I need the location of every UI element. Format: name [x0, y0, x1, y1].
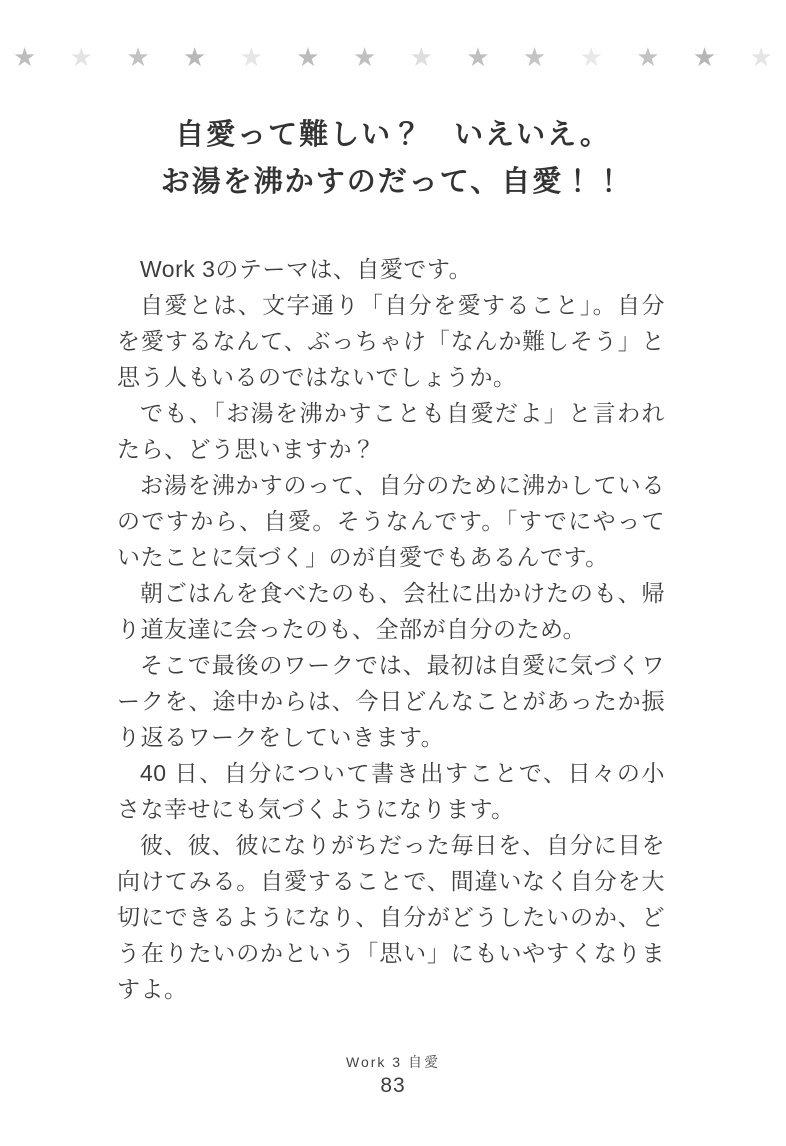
paragraph: Work 3のテーマは、自愛です。	[140, 256, 473, 282]
paragraph: お湯を沸かすのって、自分のために沸かしているのですから、自愛。そうなんです。「すでにやっていたことに気づく」のが自愛でもあるんです。	[117, 472, 665, 570]
page-title	[0, 112, 786, 206]
star-icon: ★	[466, 42, 490, 72]
star-icon: ★	[692, 42, 717, 72]
paragraph: でも、「お湯を沸かすことも自愛だよ」と言われたら、どう思いますか？	[117, 400, 665, 462]
paragraph: そこで最後のワークでは、最初は自愛に気づくワークを、途中からは、今日どんなことがあったか振り返るワークをしていきます。	[117, 652, 665, 750]
star-icon: ★	[69, 42, 93, 72]
paragraph: 朝ごはんを食べたのも、会社に出かけたのも、帰り道友達に会ったのも、全部が自分のため。	[117, 580, 665, 642]
footer-page-number: 83	[380, 1074, 406, 1097]
star-icon: ★	[522, 42, 547, 72]
footer-chapter-label: Work 3 自愛	[346, 1054, 440, 1070]
paragraph: 自愛とは、文字通り「自分を愛すること」。自分を愛するなんて、ぶっちゃけ「なんか難しそう」と思う人もいるのではないでしょうか。	[117, 292, 665, 390]
star-icon: ★	[126, 42, 150, 72]
page-title-line1: 自愛って難しい？ いえいえ。	[175, 119, 611, 151]
body-text	[117, 251, 665, 1007]
star-icon: ★	[239, 42, 263, 72]
star-icon: ★	[409, 42, 433, 72]
star-icon: ★	[579, 42, 603, 72]
stars-row	[13, 44, 773, 70]
star-icon: ★	[749, 42, 773, 72]
page-title-line2: お湯を沸かすのだって、自愛！！	[160, 166, 626, 198]
star-icon: ★	[352, 42, 377, 72]
paragraph: 彼、彼、彼になりがちだった毎日を、自分に目を向けてみる。自愛することで、間違いなく自分を大切にできるようになり、自分がどうしたいのか、どう在りたいのかという「思い」にもいやすくなりますよ。	[117, 832, 665, 1002]
star-icon: ★	[636, 42, 660, 72]
star-icon: ★	[13, 42, 37, 72]
paragraph: 40 日、自分について書き出すことで、日々の小さな幸せにも気づくようになります。	[117, 760, 665, 822]
star-icon: ★	[182, 42, 207, 72]
star-icon: ★	[296, 42, 320, 72]
